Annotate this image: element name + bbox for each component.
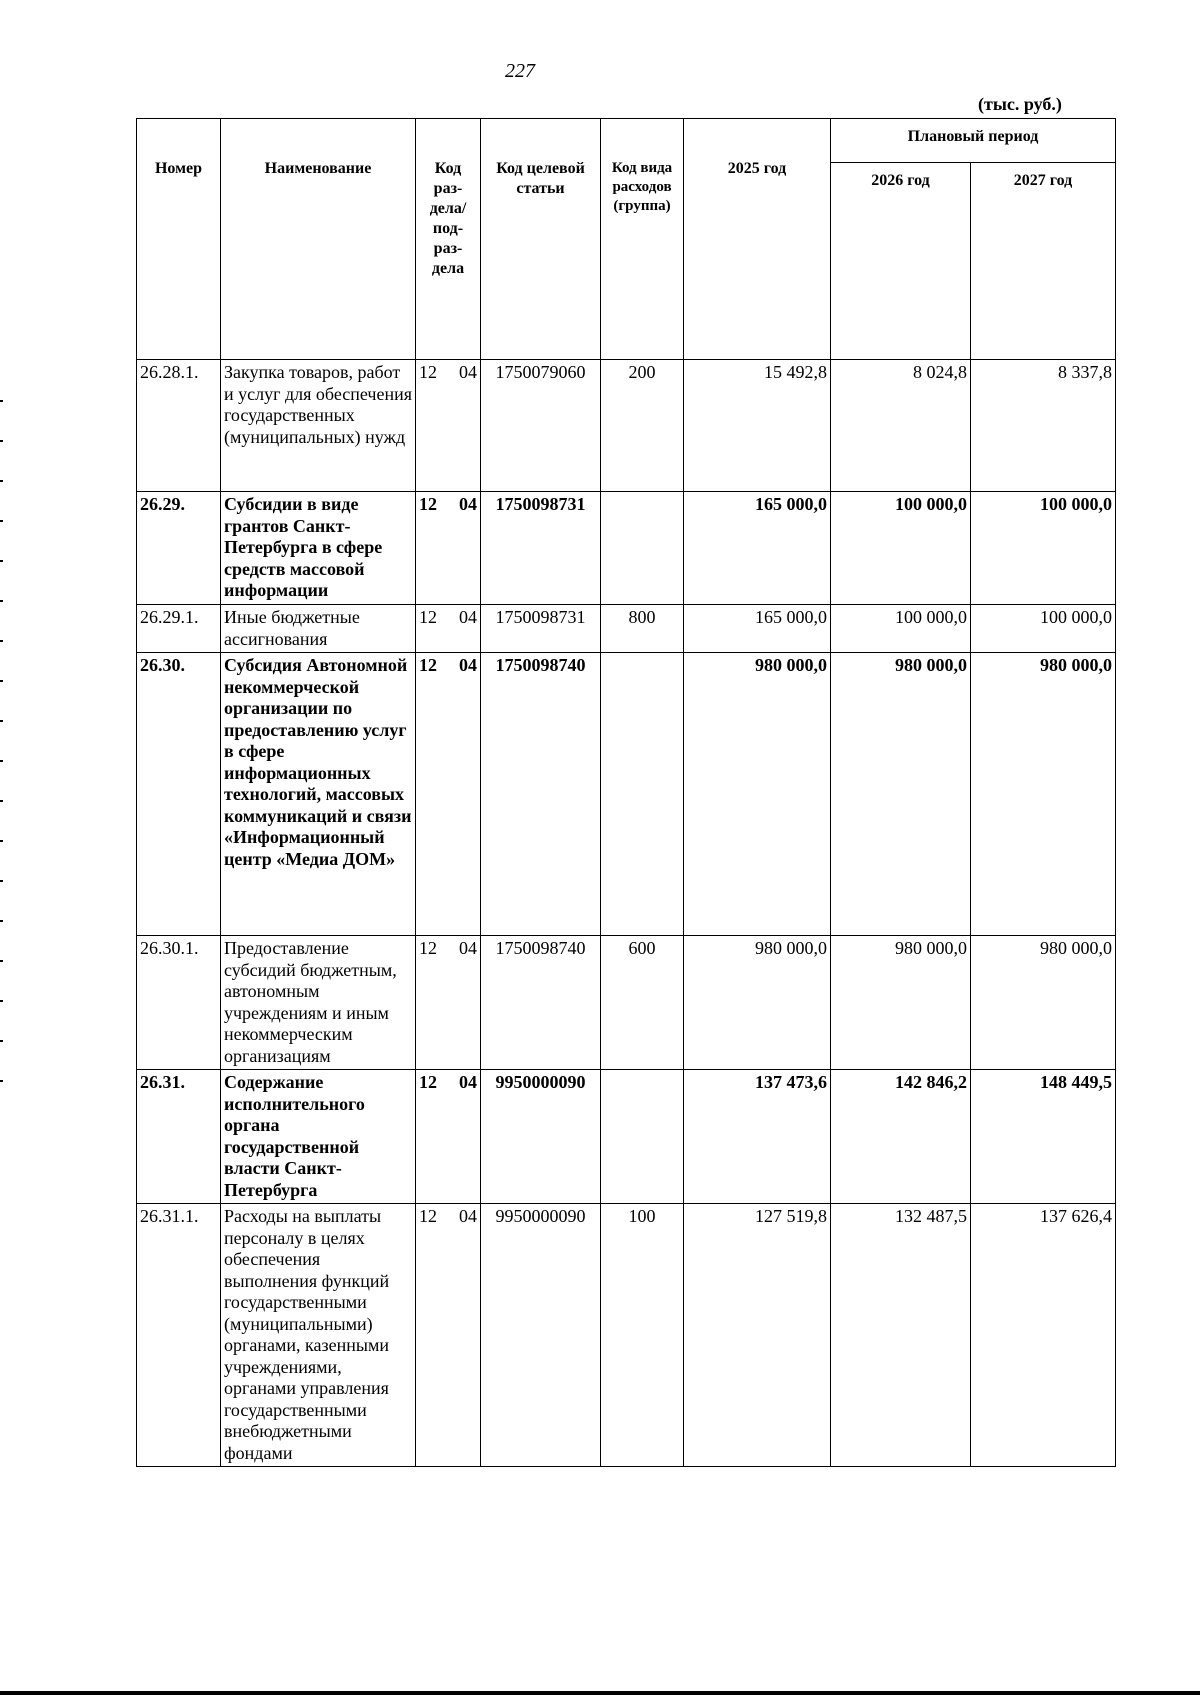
row-type: [601, 653, 684, 936]
row-2025: 127 519,8: [684, 1204, 831, 1467]
row-section: [416, 360, 481, 492]
row-subsection-code: 04: [459, 607, 477, 627]
row-2026: 142 846,2: [831, 1070, 971, 1204]
row-target: 9950000090: [481, 1204, 601, 1467]
row-2026: 100 000,0: [831, 492, 971, 605]
row-2026: 980 000,0: [831, 653, 971, 936]
row-type: 600: [601, 936, 684, 1070]
row-type: [601, 492, 684, 605]
row-2027: 100 000,0: [971, 492, 1116, 605]
row-target: 1750098731: [481, 605, 601, 653]
scan-bottom-edge: [0, 1691, 1200, 1695]
row-2026: 100 000,0: [831, 605, 971, 653]
row-target: 9950000090: [481, 1070, 601, 1204]
row-target: 1750098740: [481, 936, 601, 1070]
row-2027: 148 449,5: [971, 1070, 1116, 1204]
row-subsection-code: 04: [459, 655, 477, 675]
row-number: 26.31.1.: [137, 1204, 221, 1467]
row-number: 26.30.: [137, 653, 221, 936]
row-target: 1750098740: [481, 653, 601, 936]
row-section-code: 12: [419, 494, 437, 514]
row-2027: 100 000,0: [971, 605, 1116, 653]
row-section: [416, 1204, 481, 1467]
row-name: Субсидии в виде грантов Санкт-Петербурга в сфере средств массовой информации: [221, 492, 416, 605]
row-2026: 8 024,8: [831, 360, 971, 492]
row-subsection-code: 04: [459, 938, 477, 958]
row-section-code: 12: [419, 362, 437, 382]
row-number: 26.30.1.: [137, 936, 221, 1070]
row-2025: 15 492,8: [684, 360, 831, 492]
row-2027: 137 626,4: [971, 1204, 1116, 1467]
row-type: [601, 1070, 684, 1204]
row-section: [416, 936, 481, 1070]
table-row: [137, 936, 1116, 1070]
row-subsection-code: 04: [459, 1206, 477, 1226]
row-type: 800: [601, 605, 684, 653]
row-subsection-code: 04: [459, 362, 477, 382]
row-section-code: 12: [419, 1206, 437, 1226]
row-section-code: 12: [419, 655, 437, 675]
table-row: [137, 1204, 1116, 1467]
row-number: 26.29.1.: [137, 605, 221, 653]
header-2025: 2025 год: [684, 119, 831, 360]
row-section-code: 12: [419, 607, 437, 627]
row-number: 26.31.: [137, 1070, 221, 1204]
scan-edge-marks: [0, 400, 3, 1100]
row-section: [416, 653, 481, 936]
row-2027: 980 000,0: [971, 653, 1116, 936]
row-type: 100: [601, 1204, 684, 1467]
row-type: 200: [601, 360, 684, 492]
row-target: 1750079060: [481, 360, 601, 492]
header-2027: 2027 год: [971, 162, 1116, 360]
budget-table: [136, 118, 1116, 1467]
row-name: Субсидия Автономной некоммерческой организации по предоставлению услуг в сфере информационных технологий, массовых коммуникаций и связи «Информационный центр «Медиа ДОМ»: [221, 653, 416, 936]
row-section-code: 12: [419, 938, 437, 958]
table-header-row: [137, 119, 1116, 163]
row-section: [416, 1070, 481, 1204]
row-number: 26.29.: [137, 492, 221, 605]
row-2027: 980 000,0: [971, 936, 1116, 1070]
row-name: Расходы на выплаты персоналу в целях обеспечения выполнения функций государственными (муниципальными) органами, казенными учреждениями, органами управления государственными внебюджетными фондами: [221, 1204, 416, 1467]
units-label: (тыс. руб.): [978, 94, 1062, 114]
row-2026: 132 487,5: [831, 1204, 971, 1467]
row-2026: 980 000,0: [831, 936, 971, 1070]
row-number: 26.28.1.: [137, 360, 221, 492]
table-row: [137, 605, 1116, 653]
row-2025: 165 000,0: [684, 492, 831, 605]
row-subsection-code: 04: [459, 494, 477, 514]
table-row: [137, 1070, 1116, 1204]
header-planned-period: Плановый период: [831, 119, 1116, 163]
row-name: Иные бюджетные ассигнования: [221, 605, 416, 653]
row-2025: 137 473,6: [684, 1070, 831, 1204]
row-name: Предоставление субсидий бюджетным, автономным учреждениям и иным некоммерческим организациям: [221, 936, 416, 1070]
row-section-code: 12: [419, 1072, 437, 1092]
header-section: Код раз-дела/ под-раз-дела: [416, 119, 481, 360]
row-target: 1750098731: [481, 492, 601, 605]
row-section: [416, 605, 481, 653]
header-number: Номер: [137, 119, 221, 360]
row-name: Закупка товаров, работ и услуг для обеспечения государственных (муниципальных) нужд: [221, 360, 416, 492]
header-target: Код целевой статьи: [481, 119, 601, 360]
table-row: [137, 360, 1116, 492]
page-number: 227: [505, 60, 535, 82]
header-name: Наименование: [221, 119, 416, 360]
row-2025: 980 000,0: [684, 936, 831, 1070]
header-2026: 2026 год: [831, 162, 971, 360]
row-2025: 165 000,0: [684, 605, 831, 653]
row-2027: 8 337,8: [971, 360, 1116, 492]
row-name: Содержание исполнительного органа государственной власти Санкт-Петербурга: [221, 1070, 416, 1204]
row-subsection-code: 04: [459, 1072, 477, 1092]
row-section: [416, 492, 481, 605]
table-row: [137, 492, 1116, 605]
header-type: Код вида расходов (группа): [601, 119, 684, 360]
row-2025: 980 000,0: [684, 653, 831, 936]
table-row: [137, 653, 1116, 936]
